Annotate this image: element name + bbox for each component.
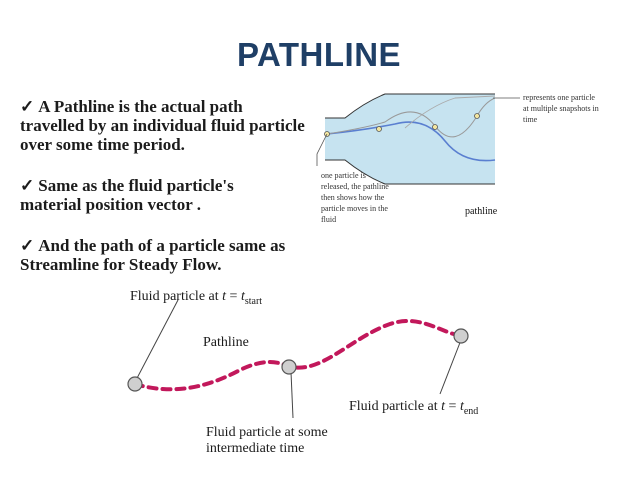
particle-intermediate (282, 360, 296, 374)
annotation-right: represents one particle at multiple snapshots in time (523, 93, 599, 124)
label-start: Fluid particle at $t = t_{start}$ (130, 289, 263, 307)
pathline-dashed (135, 321, 461, 389)
particle-marker (475, 114, 480, 119)
label-intermediate: Fluid particle at some intermediate time (206, 425, 328, 456)
bullet-text: A Pathline is the actual path travelled by an individual fluid particle over some time period. (20, 97, 305, 154)
bullet-position-vector (20, 176, 290, 214)
leader-start (135, 300, 178, 382)
bullet-pathline-definition (20, 97, 310, 154)
bullet-text: And the path of a particle same as Streamline for Steady Flow. (20, 236, 286, 274)
checkmark-icon: ✓ (20, 236, 35, 255)
checkmark-icon: ✓ (20, 97, 35, 116)
diagram-caption: pathline (465, 206, 498, 217)
leader-end (440, 340, 461, 394)
label-pathline: Pathline (203, 335, 249, 350)
particle-end (454, 329, 468, 343)
pathline-main-diagram (120, 278, 580, 468)
slide-title: PATHLINE (236, 36, 402, 73)
leader-intermediate (291, 372, 293, 418)
particle-marker (377, 127, 382, 132)
pathline-nozzle-diagram (305, 86, 635, 236)
label-end: Fluid particle at $t = t_{end}$ (349, 399, 479, 417)
particle-start (128, 377, 142, 391)
bullet-steady-flow (20, 236, 310, 274)
annotation-left: one particle is released, the pathline then shows how the particle moves in the fluid (321, 171, 389, 224)
checkmark-icon: ✓ (20, 176, 35, 195)
particle-marker (433, 125, 438, 130)
bullet-text: Same as the fluid particle's material position vector . (20, 176, 234, 214)
